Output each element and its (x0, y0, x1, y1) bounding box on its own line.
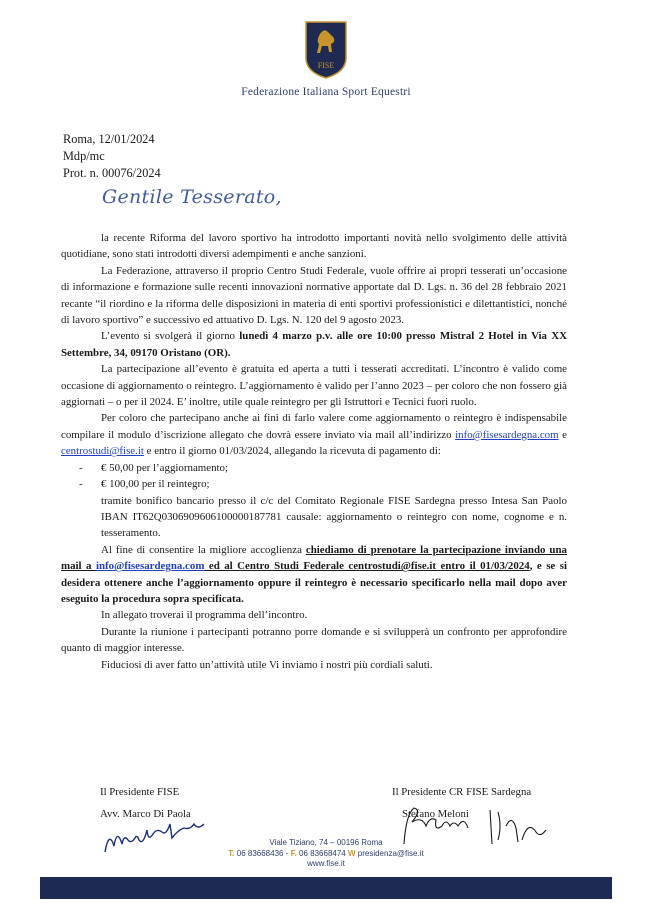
paragraph-5 (61, 410, 567, 459)
footer-email: presidenza@fise.it (355, 848, 424, 858)
fise-shield-logo-icon (300, 18, 352, 80)
left-signer-title: Il Presidente FISE (100, 786, 180, 798)
paragraph-2: La Federazione, attraverso il proprio Centro Studi Federale, vuole offrire ai propri tesserati un’occasione di informazione e formazione sulle recenti innovazioni normative apportate dal D. Lgs. n. 36 del 28 febbraio 2021 recante “il riordino e la riforma delle disposizioni in materia di enti sportivi professionistici e dilettantistici, nonché di lavoro sportivo” e successivo ed attuativo D. Lgs. N. 120 del 9 agosto 2023. (61, 264, 567, 327)
paragraph-10: Fiduciosi di aver fatto un’attività utile Vi inviamo i nostri più cordiali saluti. (101, 658, 433, 671)
fee-update: € 50,00 per l’aggiornamento; (101, 461, 229, 474)
email-link-centrostudi[interactable]: centrostudi@fise.it (61, 445, 144, 458)
conjunction: e (558, 428, 568, 441)
paragraph-4: La partecipazione all’evento è gratuita ed aperta a tutti i tesserati accreditati. L’incontro è valido come occasione di aggiornamento o reintegro. L’aggiornamento è valido per l’anno 2023 – per coloro che non fossero già aggiornati – o per il 2024. E’ inoltre, utile quale reintegro per gli Istruttori e Tecnici fuori ruolo. (61, 363, 567, 409)
footer-contacts (0, 838, 652, 870)
protocol-number: Prot. n. 00076/2024 (63, 166, 161, 180)
email-link-sardegna[interactable]: info@fisesardegna.com (455, 428, 559, 441)
registration-text: Per coloro che partecipano anche ai fini di farlo valere come aggiornamento o reintegro è indispensabile compilare il modulo d’iscrizione allegato che dovrà essere inviato via mail all’indirizzo (61, 412, 567, 441)
right-signer-name: Stefano Meloni (402, 808, 469, 820)
fax-label: F. (290, 848, 297, 858)
greeting: Gentile Tesserato, (102, 186, 282, 208)
event-details: lunedì 4 marzo p.v. alle ore 10:00 presso Mistral 2 Hotel in Via XX Settembre, 34, 09170 Oristano (OR). (61, 330, 567, 359)
tel-label: T. (228, 848, 235, 858)
signature-block-left (100, 781, 191, 825)
paragraph-7 (61, 542, 567, 608)
right-signer-title: Il Presidente CR FISE Sardegna (392, 786, 532, 798)
booking-request-text: chiediamo di prenotare la partecipazione inviando una mail a (61, 543, 567, 573)
paragraph-1: la recente Riforma del lavoro sportivo ha introdotto importanti novità nello svolgimento delle attività quotidiane, sono stati introdotti diversi adempimenti e anche sanzioni. (61, 232, 567, 261)
paragraph-9: Durante la riunione i partecipanti potranno porre domande e si svilupperà un confronto per approfondire quanto di maggior interesse. (61, 625, 567, 655)
logo-text: FISE (317, 61, 335, 70)
paragraph-6: tramite bonifico bancario presso il c/c del Comitato Regionale FISE Sardegna presso Intesa San Paolo IBAN IT62Q0306909606100000187781 causale: aggiornamento o reintegro con nome, cognome e n. tesseramento. (101, 494, 567, 540)
fee-reintegration: € 100,00 per il reintegro; (101, 478, 210, 491)
fax-number: 06 83668474 (296, 848, 348, 858)
registration-deadline: e entro il giorno 01/03/2024, allegando la ricevuta di pagamento di: (143, 445, 441, 458)
web-label: W (347, 848, 356, 858)
footer-address: Viale Tiziano, 74 – 00196 Roma (269, 838, 383, 847)
footer-website: www.fise.it (307, 859, 345, 868)
event-intro: L’evento si svolgerà il giorno (101, 330, 240, 343)
booking-email-link[interactable]: info@fisesardegna.com (95, 560, 205, 573)
booking-note: , e se si desidera ottenere anche l’aggiornamento oppure il reintegro è necessario specificarlo nella mail dopo aver eseguito la procedura sopra specificata. (61, 560, 567, 605)
fee-item: - € 50,00 per l’aggiornamento; (79, 461, 229, 474)
place-date: Roma, 12/01/2024 (63, 132, 155, 146)
footer-bar (40, 877, 612, 899)
paragraph-8: In allegato troverai il programma dell’incontro. (101, 609, 308, 622)
paragraph-3 (61, 328, 567, 361)
org-name: Federazione Italiana Sport Equestri (241, 86, 411, 98)
phone-number: 06 83668436 - (234, 848, 291, 858)
booking-intro: Al fine di consentire la migliore accoglienza (101, 543, 306, 556)
left-signer-name: Avv. Marco Di Paola (100, 808, 191, 820)
letter-body (61, 230, 567, 673)
booking-deadline: ed al Centro Studi Federale centrostudi@fise.it entro il 01/03/2024 (204, 560, 530, 573)
header-logo (0, 18, 652, 85)
fee-list (61, 460, 567, 493)
letter-meta (63, 131, 161, 182)
reference: Mdp/mc (63, 149, 105, 163)
footer-phone-line (0, 849, 652, 860)
fee-item: - € 100,00 per il reintegro; (79, 478, 210, 491)
